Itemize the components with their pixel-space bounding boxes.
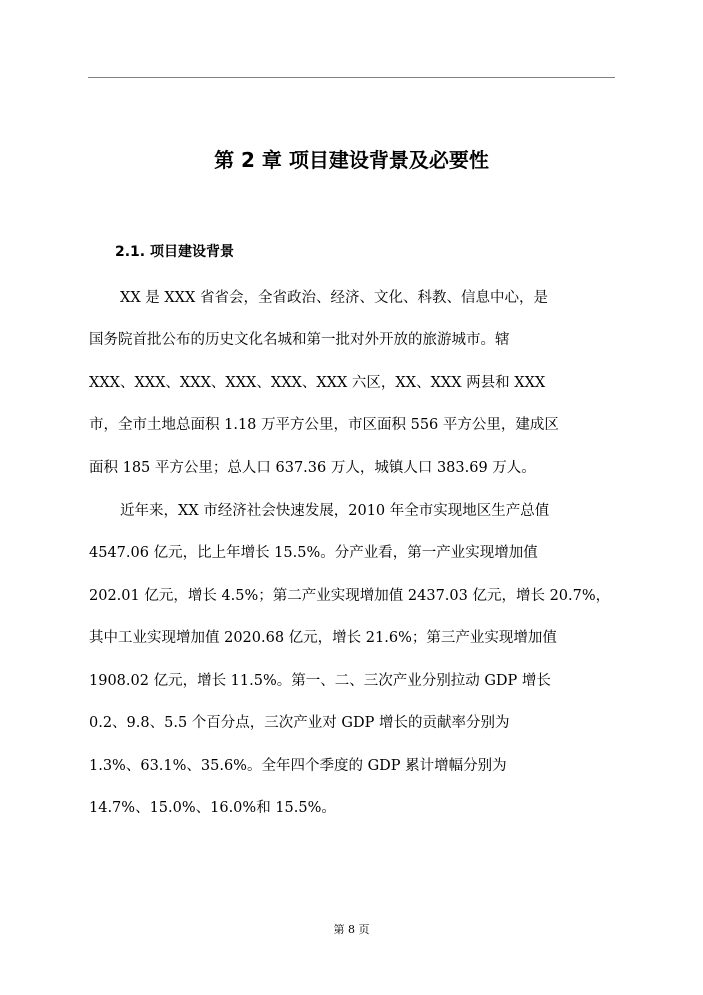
body-line: 市，全市土地总面积 1.18 万平方公里，市区面积 556 平方公里，建成区 — [89, 417, 559, 433]
body-line: 0.2、9.8、5.5 个百分点，三次产业对 GDP 增长的贡献率分别为 — [89, 715, 510, 731]
body-line: 其中工业实现增加值 2020.68 亿元，增长 21.6%；第三产业实现增加值 — [89, 630, 557, 646]
body-line: 4547.06 亿元，比上年增长 15.5%。分产业看，第一产业实现增加值 — [89, 545, 538, 561]
header-rule — [88, 77, 615, 78]
body-line: 面积 185 平方公里；总人口 637.36 万人，城镇人口 383.69 万人。 — [89, 460, 536, 476]
body-line: 14.7%、15.0%、16.0%和 15.5%。 — [89, 800, 336, 816]
body-line: 近年来，XX 市经济社会快速发展，2010 年全市实现地区生产总值 — [120, 503, 550, 519]
page-number: 第 8 页 — [333, 923, 370, 936]
section-heading: 2.1. 项目建设背景 — [115, 244, 234, 260]
body-line: XXX、XXX、XXX、XXX、XXX、XXX 六区，XX、XXX 两县和 XXX — [89, 375, 546, 391]
chapter-title: 第 2 章 项目建设背景及必要性 — [214, 148, 489, 172]
body-line: 202.01 亿元，增长 4.5%；第二产业实现增加值 2437.03 亿元，增长 20.7%， — [89, 588, 611, 604]
body-line: 1908.02 亿元，增长 11.5%。第一、二、三次产业分别拉动 GDP 增长 — [89, 673, 551, 689]
body-line: 1.3%、63.1%、35.6%。全年四个季度的 GDP 累计增幅分别为 — [89, 758, 507, 774]
body-line: 国务院首批公布的历史文化名城和第一批对外开放的旅游城市。辖 — [89, 332, 510, 348]
body-line: XX 是 XXX 省省会，全省政治、经济、文化、科教、信息中心，是 — [120, 290, 548, 306]
